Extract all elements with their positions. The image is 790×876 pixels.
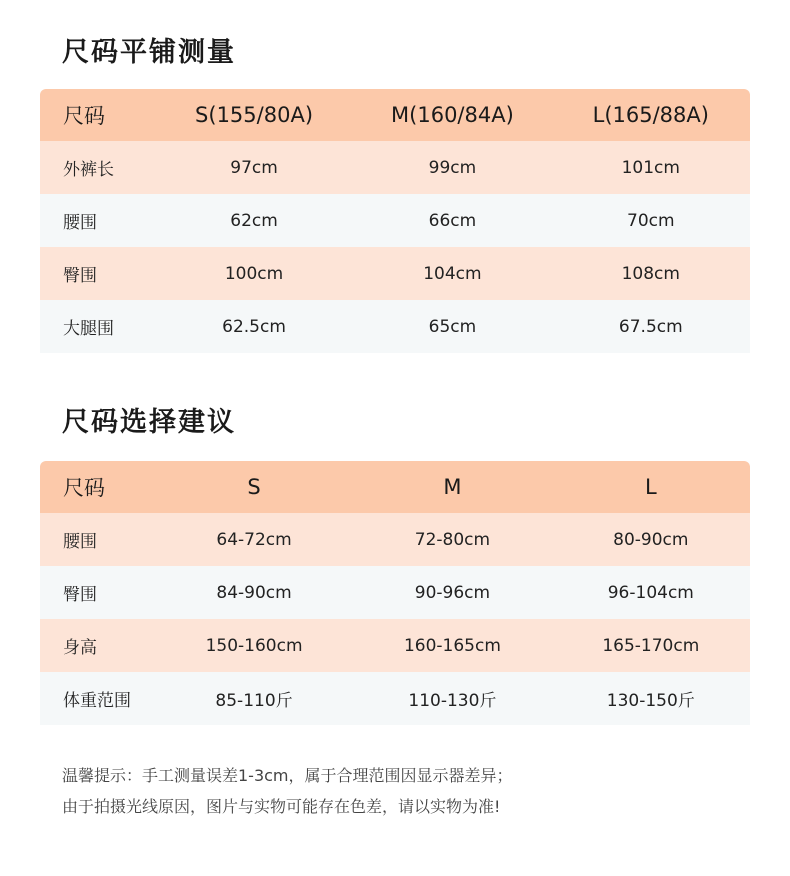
table-cell: 108cm [621,263,680,284]
table-row [40,247,750,300]
table-row [40,566,750,619]
row-label: 大腿围 [63,319,114,339]
table-cell: 67.5cm [618,316,683,337]
table-cell: 80-90cm [613,529,689,550]
table-cell: 150-160cm [205,635,303,656]
table-cell: 90-96cm [414,582,491,603]
row-label: 臀围 [63,585,97,605]
table-cell: 165-170cm [602,635,700,656]
table-row [40,513,750,566]
table-cell: 96-104cm [607,582,694,603]
table-row [40,672,750,725]
table-row [40,194,750,247]
header-cell-size-label: 尺码 [63,104,105,128]
row-label: 臀围 [63,266,97,286]
header-cell-size-m: M [443,475,462,499]
row-label: 腰围 [63,213,97,233]
header-cell-size-m: M(160/84A) [391,103,514,127]
tips-line-color: 由于拍摄光线原因，图片与实物可能存在色差，请以实物为准! [62,797,501,816]
advice-header-row [40,461,750,513]
table-cell: 104cm [423,263,482,284]
table-cell: 100cm [224,263,284,284]
table-row [40,619,750,672]
row-label: 外裤长 [63,160,114,180]
table-cell: 64-72cm [216,529,292,550]
advice-size-table [40,461,750,725]
table-cell: 85-110斤 [215,691,293,711]
tips-note [62,760,752,822]
header-cell-size-label: 尺码 [63,476,105,500]
table-row [40,141,750,194]
table-cell: 70cm [627,210,675,231]
tips-line-measurement: 温馨提示：手工测量误差1-3cm，属于合理范围因显示器差异； [62,766,513,785]
table-cell: 72-80cm [414,529,491,550]
row-label: 身高 [63,638,97,658]
table-cell: 160-165cm [403,635,501,656]
row-label: 腰围 [63,532,97,552]
table-row [40,300,750,353]
advice-section-title: 尺码选择建议 [62,407,236,438]
row-label: 体重范围 [63,691,131,711]
measure-section-title: 尺码平铺测量 [62,37,236,68]
table-cell: 97cm [230,157,278,178]
header-cell-size-s: S(155/80A) [195,103,314,127]
table-cell: 62cm [230,210,278,231]
table-cell: 110-130斤 [408,691,497,711]
table-cell: 130-150斤 [606,691,695,711]
header-cell-size-s: S [247,475,261,499]
table-cell: 62.5cm [222,316,286,337]
table-cell: 84-90cm [216,582,292,603]
header-cell-size-l: L(165/88A) [592,103,709,127]
table-cell: 99cm [428,157,477,178]
measure-size-table [40,89,750,353]
table-cell: 66cm [428,210,477,231]
measure-header-row [40,89,750,141]
table-cell: 65cm [428,316,477,337]
table-cell: 101cm [621,157,680,178]
header-cell-size-l: L [644,475,657,499]
